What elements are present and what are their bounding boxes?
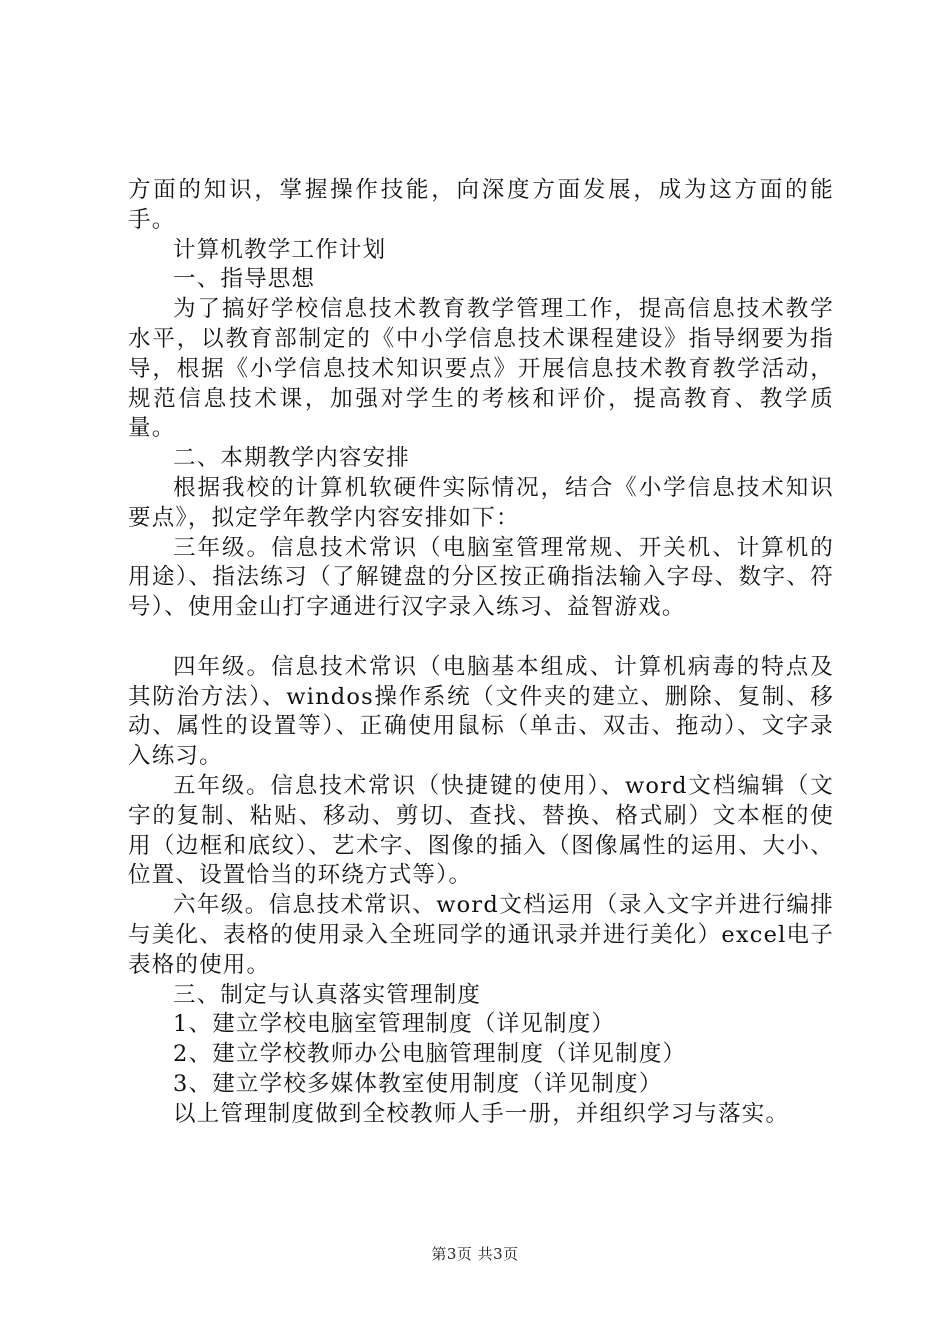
section-heading-guiding-thought: 一、指导思想 xyxy=(173,266,316,293)
paragraph-content-intro: 根据我校的计算机软硬件实际情况，结合《小学信息技术知识要点》，拟定学年教学内容安排如下： xyxy=(128,474,834,531)
rule-item-3: 3、建立学校多媒体教室使用制度（详见制度） xyxy=(173,1070,663,1097)
page-number-footer: 第3页 共3页 xyxy=(431,1245,519,1263)
paragraph-grade-five: 五年级。信息技术常识（快捷键的使用）、word文档编辑（文字的复制、粘贴、移动、剪切、查找、替换、格式刷）文本框的使用（边框和底纹）、艺术字、图像的插入（图像属性的运用、大小、位置、设置恰当的环绕方式等）。 xyxy=(128,772,834,889)
rule-item-1: 1、建立学校电脑室管理制度（详见制度） xyxy=(173,1011,616,1038)
paragraph-grade-four: 四年级。信息技术常识（电脑基本组成、计算机病毒的特点及其防治方法）、windos操作系统（文件夹的建立、删除、复制、移动、属性的设置等）、正确使用鼠标（单击、双击、拖动）、文字录入练习。 xyxy=(128,653,834,770)
paragraph-grade-six: 六年级。信息技术常识、word文档运用（录入文字并进行编排与美化、表格的使用录入全班同学的通讯录并进行美化）excel电子表格的使用。 xyxy=(128,892,834,978)
document-body xyxy=(128,176,834,1130)
rule-item-2: 2、建立学校教师办公电脑管理制度（详见制度） xyxy=(173,1041,687,1068)
blank-line xyxy=(128,623,834,653)
paragraph-closing: 以上管理制度做到全校教师人手一册，并组织学习与落实。 xyxy=(173,1100,790,1127)
section-heading-management-rules: 三、制定与认真落实管理制度 xyxy=(173,981,482,1008)
section-heading-content-arrangement: 二、本期教学内容安排 xyxy=(173,445,411,472)
paragraph-grade-three: 三年级。信息技术常识（电脑室管理常规、开关机、计算机的用途）、指法练习（了解键盘的分区按正确指法输入字母、数字、符号）、使用金山打字通进行汉字录入练习、益智游戏。 xyxy=(128,534,834,621)
paragraph-continuation: 方面的知识，掌握操作技能，向深度方面发展，成为这方面的能手。 xyxy=(128,177,834,233)
plan-title: 计算机教学工作计划 xyxy=(173,236,387,263)
paragraph-guiding-thought: 为了搞好学校信息技术教育教学管理工作，提高信息技术教学水平，以教育部制定的《中小学信息技术课程建设》指导纲要为指导，根据《小学信息技术知识要点》开展信息技术教育教学活动，规范信息技术课，加强对学生的考核和评价，提高教育、教学质量。 xyxy=(128,296,834,442)
